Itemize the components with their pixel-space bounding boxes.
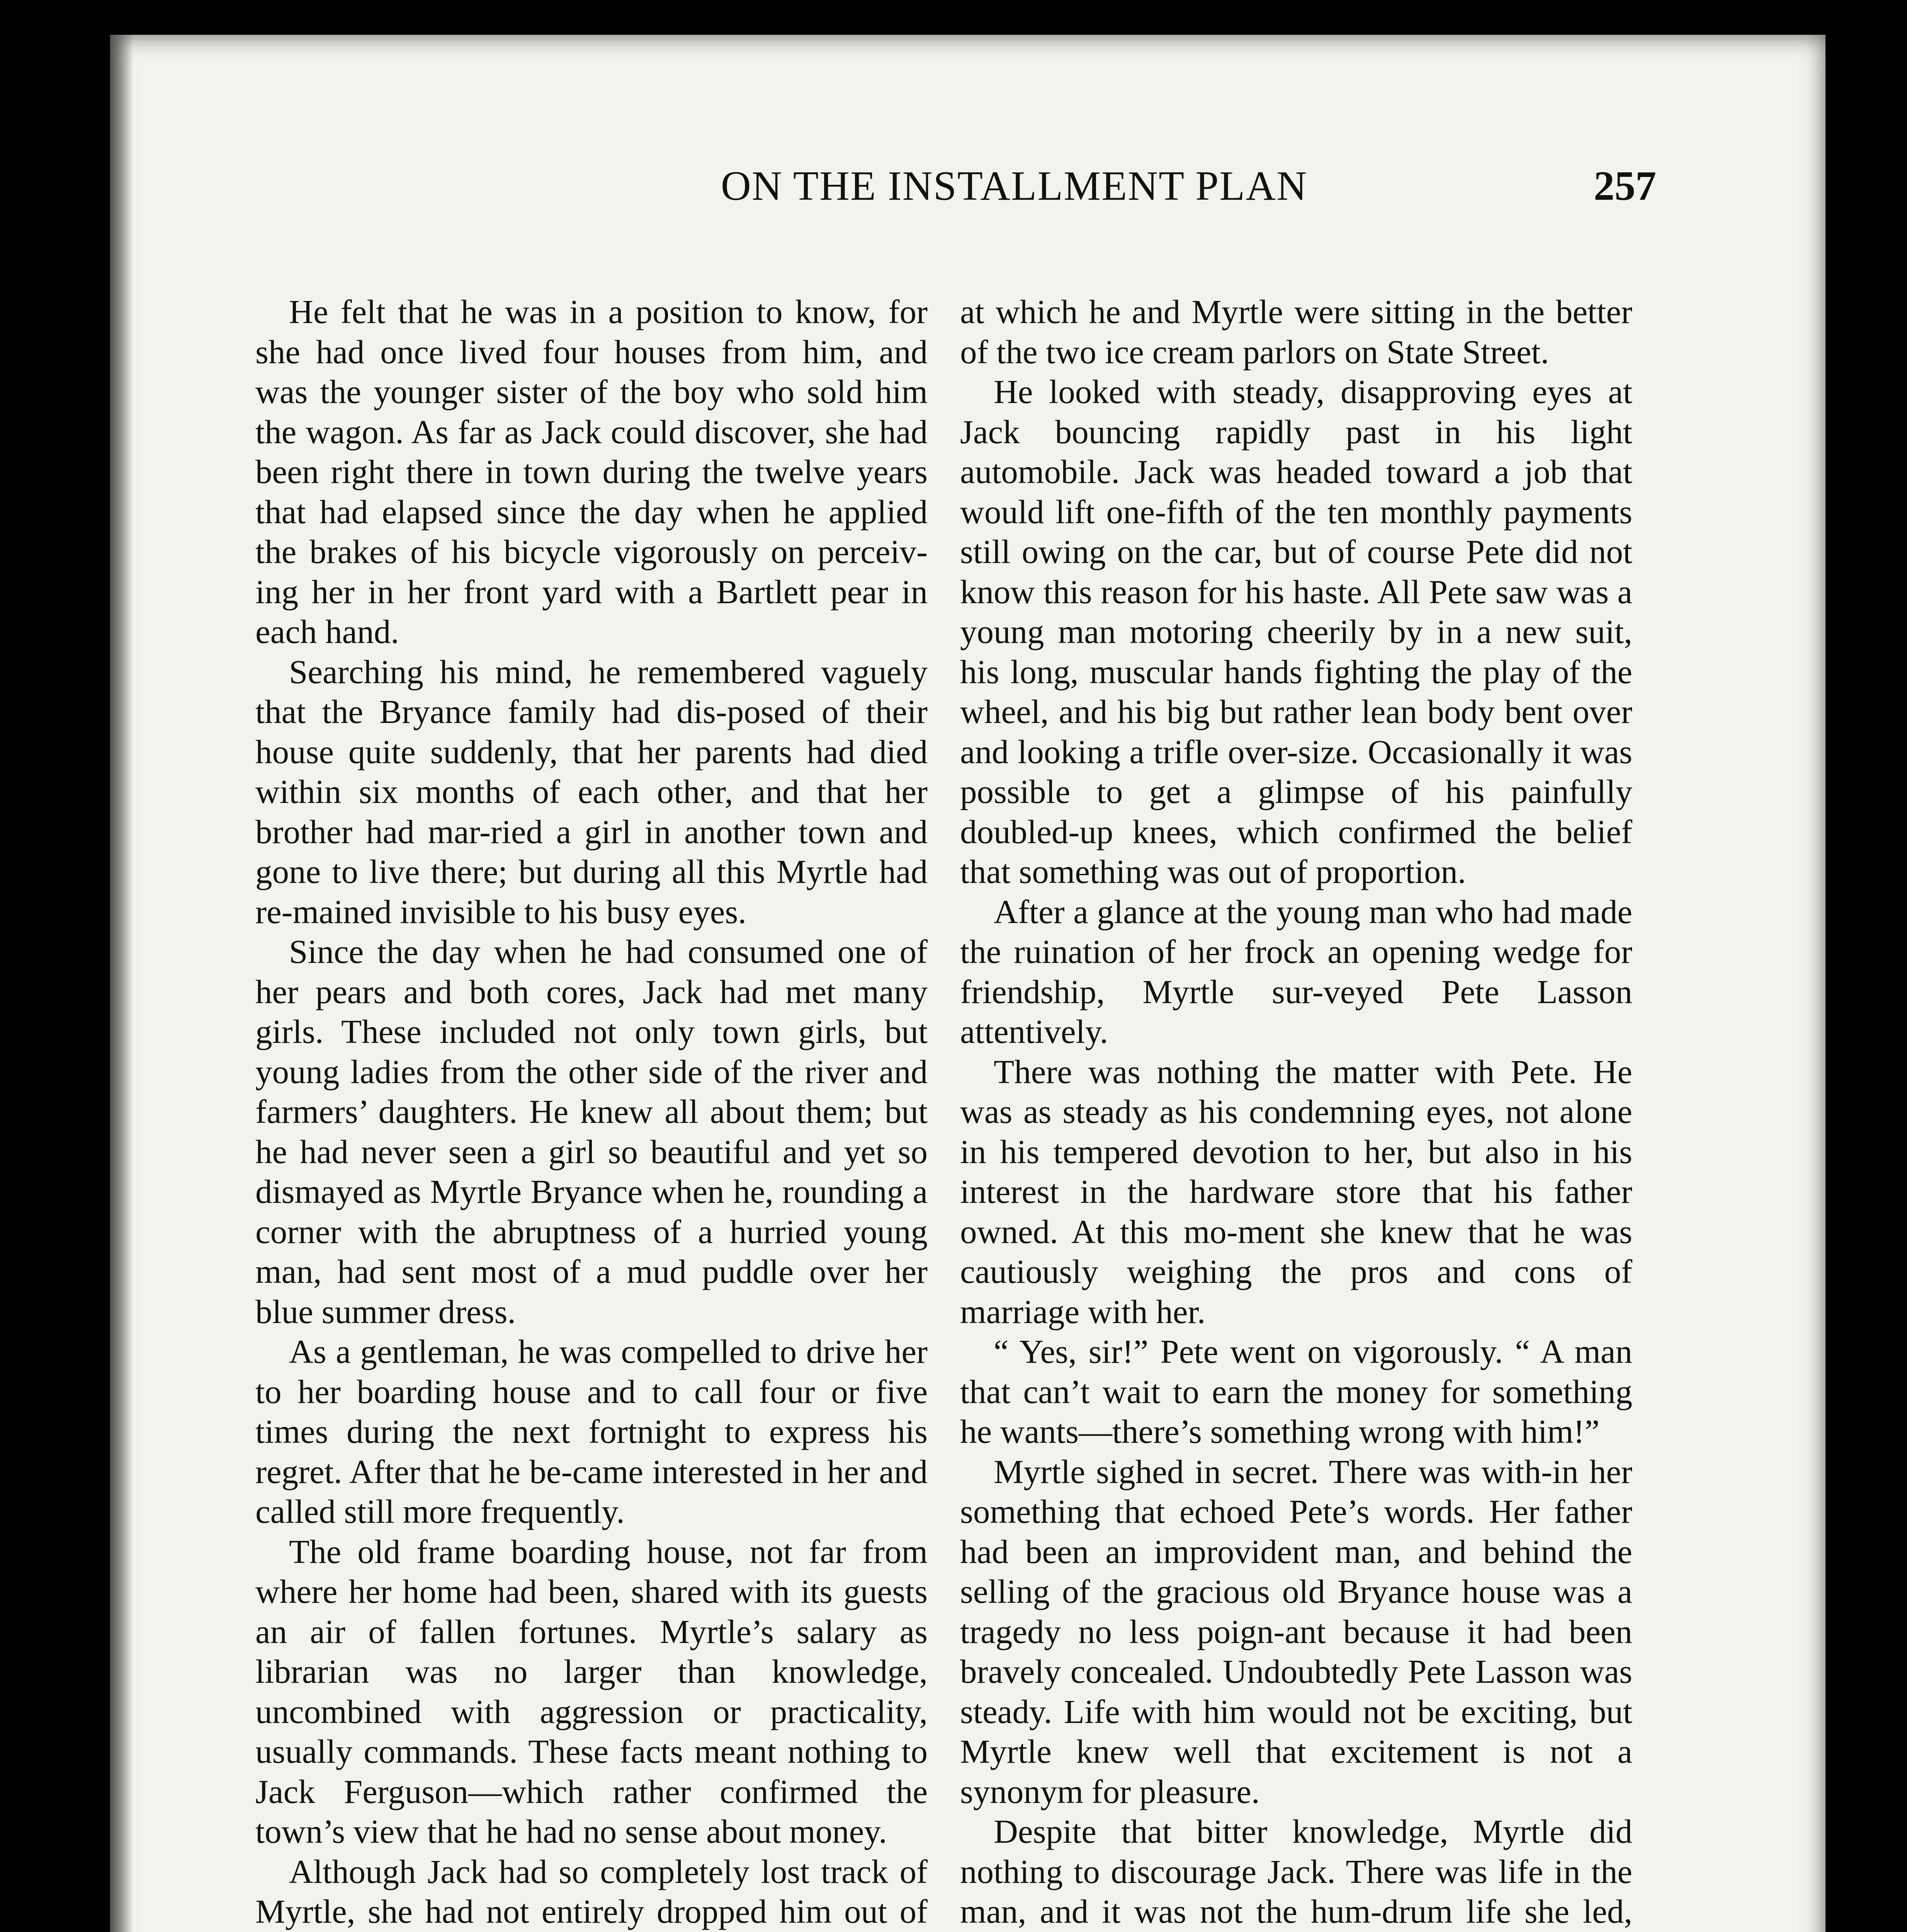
paragraph: He looked with steady, disapproving eyes at Jack bouncing rapidly past in his light automobile. Jack was headed toward a job that would lift one-fifth of the ten monthly payments still owing on the car, but of course Pete did not know this reason for his haste. All Pete saw was a young man motoring cheerily by in a new suit, his long, muscular hands fighting the play of the wheel, and his big but rather lean body bent over and looking a trifle over-size. Occasionally it was possible to get a glimpse of his painfully doubled-up knees, which confirmed the belief that something was out of proportion.	[960, 373, 1632, 890]
paragraph: “ Yes, sir!” Pete went on vigorously. “ A man that can’t wait to earn the money for something he wants—there’s something wrong with him!”	[960, 1333, 1632, 1450]
paragraph: As a gentleman, he was compelled to drive her to her boarding house and to call four or five times during the next fortnight to express his regret. After that he be-came interested in her and called still more frequently.	[255, 1333, 928, 1530]
running-title: ON THE INSTALLMENT PLAN	[721, 163, 1308, 209]
paragraph: He felt that he was in a position to know, for she had once lived four houses from him, and was the younger sister of the boy who sold him the wagon. As far as Jack could discover, she had been right there in town during the twelve years that had elapsed since the day when he applied the brakes of his bicycle vigorously on perceiv-ing her in her front yard with a Bartlett pear in each hand.	[255, 293, 928, 650]
left-column	[255, 292, 928, 1932]
paragraph: Since the day when he had consumed one of her pears and both cores, Jack had met many girls. These included not only town girls, but young ladies from the other side of the river and farmers’ daughters. He knew all about them; but he had never seen a girl so beautiful and yet so dismayed as Myrtle Bryance when he, rounding a corner with the abruptness of a hurried young man, had sent most of a mud puddle over her blue summer dress.	[255, 933, 928, 1330]
page-number: 257	[1594, 163, 1656, 209]
paragraph: The old frame boarding house, not far from where her home had been, shared with its guests an air of fallen fortunes. Myrtle’s salary as librarian was no larger than knowledge, uncombined with aggression or practicality, usually commands. These facts meant nothing to Jack Ferguson—which rather confirmed the town’s view that he had no sense about money.	[255, 1532, 928, 1850]
book-page	[110, 35, 1825, 1932]
paragraph: Although Jack had so completely lost track of Myrtle, she had not entirely dropped him out of	[255, 1852, 928, 1930]
paragraph: There was nothing the matter with Pete. He was as steady as his condemning eyes, not alone in his tempered devotion to her, but also in his interest in the hardware store that his father owned. At this mo-ment she knew that he was cautiously weighing the pros and cons of marriage with her.	[960, 1053, 1632, 1330]
paragraph: Myrtle sighed in secret. There was with-in her something that echoed Pete’s words. Her father had been an improvident man, and behind the selling of the gracious old Bryance house was a tragedy no less poign-ant because it had been bravely concealed. Undoubtedly Pete Lasson was steady. Life with him would not be exciting, but Myrtle knew well that excitement is not a synonym for pleasure.	[960, 1452, 1632, 1810]
paragraph: Searching his mind, he remembered vaguely that the Bryance family had dis-posed of their house quite suddenly, that her parents had died within six months of each other, and that her brother had mar-ried a girl in another town and gone to live there; but during all this Myrtle had re-mained invisible to his busy eyes.	[255, 653, 928, 930]
paragraph: Despite that bitter knowledge, Myrtle did nothing to discourage Jack. There was life in the man, and it was not the hum-drum life she led,	[960, 1813, 1632, 1930]
right-column	[960, 292, 1632, 1932]
paragraph: at which he and Myrtle were sitting in the better of the two ice cream parlors on State Street.	[960, 293, 1632, 371]
paragraph: After a glance at the young man who had made the ruination of her frock an opening wedge for friendship, Myrtle sur-veyed Pete Lasson attentively.	[960, 893, 1632, 1050]
page-header	[110, 162, 1825, 224]
gutter-shadow	[110, 35, 133, 1932]
